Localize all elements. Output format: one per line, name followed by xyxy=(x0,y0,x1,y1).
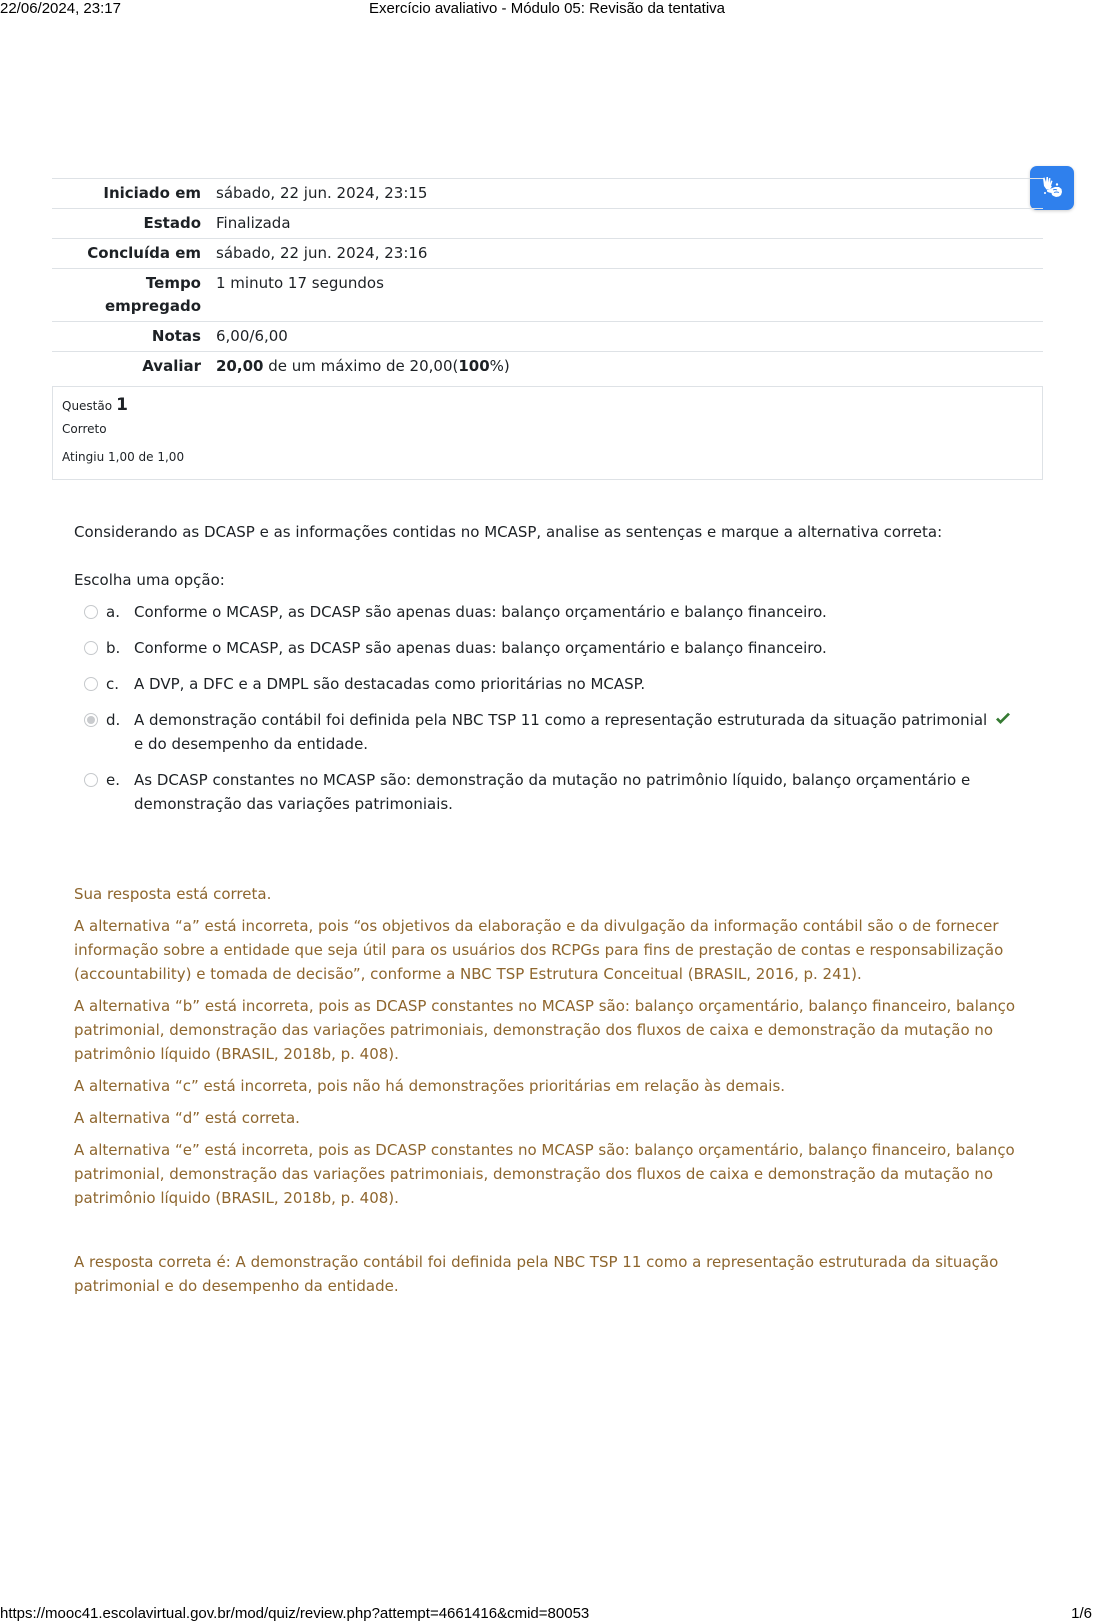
summary-value: sábado, 22 jun. 2024, 23:15 xyxy=(216,184,428,202)
summary-row-marks xyxy=(52,322,1043,352)
answer-option-a[interactable] xyxy=(74,596,1024,628)
option-letter: e. xyxy=(106,771,120,789)
print-page-number: 1/6 xyxy=(1071,1605,1092,1622)
question-content xyxy=(74,520,1024,1306)
grade-suffix: %) xyxy=(489,357,510,375)
summary-value: 6,00/6,00 xyxy=(216,327,288,345)
answer-option-b[interactable] xyxy=(74,632,1024,664)
option-letter: d. xyxy=(106,711,121,729)
answer-option-e[interactable] xyxy=(74,764,1024,820)
summary-label: Estado xyxy=(143,214,201,232)
option-text: As DCASP constantes no MCASP são: demonstração da mutação no patrimônio líquido, balanço orçamentário e demonstração das variações patrimoniais. xyxy=(134,771,971,813)
feedback-paragraph-a: A alternativa “a” está incorreta, pois “os objetivos da elaboração e da divulgação da informação contábil são o de fornecer informação sobre a entidade que seja útil para os usuários dos RCPGs para fins de prestação de contas e responsabilização (accountability) e tomada de decisão”, conforme a NBC TSP Estrutura Conceitual (BRASIL, 2016, p. 241). xyxy=(74,917,1004,983)
summary-label: Avaliar xyxy=(142,357,201,375)
question-text: Considerando as DCASP e as informações contidas no MCASP, analise as sentenças e marque a alternativa correta: xyxy=(74,523,943,541)
correct-check-icon xyxy=(994,710,1012,728)
option-letter: c. xyxy=(106,675,120,693)
feedback-section xyxy=(74,882,1024,1298)
option-letter: b. xyxy=(106,639,121,657)
summary-row-state xyxy=(52,209,1043,239)
summary-label: Tempo empregado xyxy=(104,274,201,315)
grade-middle: de um máximo de 20,00( xyxy=(263,357,459,375)
print-url: https://mooc41.escolavirtual.gov.br/mod/quiz/review.php?attempt=4661416&cmid=80053 xyxy=(0,1605,590,1622)
question-number-value: 1 xyxy=(116,395,128,415)
option-text: A DVP, a DFC e a DMPL são destacadas como prioritárias no MCASP. xyxy=(134,675,646,693)
grade-score: 20,00 xyxy=(216,357,264,375)
feedback-paragraph-b: A alternativa “b” está incorreta, pois as DCASP constantes no MCASP são: balanço orçamentário, balanço financeiro, balanço patrimonial, demonstração das variações patrimoniais, demonstração dos fluxos de caixa e demonstração da mutação no patrimônio líquido (BRASIL, 2018b, p. 408). xyxy=(74,997,1016,1063)
option-letter: a. xyxy=(106,603,120,621)
summary-row-completed xyxy=(52,239,1043,269)
print-datetime: 22/06/2024, 23:17 xyxy=(0,0,121,17)
feedback-status: Sua resposta está correta. xyxy=(74,885,272,903)
answer-option-c[interactable] xyxy=(74,668,1024,700)
summary-row-started xyxy=(52,179,1043,209)
right-answer: A resposta correta é: A demonstração contábil foi definida pela NBC TSP 11 como a representação estruturada da situação patrimonial e do desempenho da entidade. xyxy=(74,1253,999,1295)
question-info-box xyxy=(52,386,1043,480)
radio-button[interactable] xyxy=(84,773,98,787)
option-text: Conforme o MCASP, as DCASP são apenas duas: balanço orçamentário e balanço financeiro. xyxy=(134,603,827,621)
question-grade: Atingiu 1,00 de 1,00 xyxy=(62,450,185,464)
question-label: Questão xyxy=(62,399,113,413)
radio-button-selected[interactable] xyxy=(84,713,98,727)
print-header xyxy=(0,0,1094,18)
choose-option-prompt: Escolha uma opção: xyxy=(74,571,225,589)
question-number xyxy=(62,395,1033,415)
answer-option-d[interactable] xyxy=(74,704,1024,760)
summary-label: Iniciado em xyxy=(103,184,201,202)
summary-label: Notas xyxy=(151,327,201,345)
summary-grade-value xyxy=(209,352,1043,382)
feedback-paragraph-c: A alternativa “c” está incorreta, pois não há demonstrações prioritárias em relação às demais. xyxy=(74,1077,786,1095)
radio-button[interactable] xyxy=(84,641,98,655)
summary-row-time-taken xyxy=(52,269,1043,322)
summary-label: Concluída em xyxy=(87,244,201,262)
summary-row-grade xyxy=(52,352,1043,382)
summary-value: Finalizada xyxy=(216,214,291,232)
radio-button[interactable] xyxy=(84,677,98,691)
attempt-summary-table xyxy=(52,178,1043,381)
option-text: A demonstração contábil foi definida pela NBC TSP 11 como a representação estruturada da situação patrimonial e do desempenho da entidade. xyxy=(134,711,988,753)
print-page-title: Exercício avaliativo - Módulo 05: Revisão da tentativa xyxy=(368,0,725,17)
summary-value: sábado, 22 jun. 2024, 23:16 xyxy=(216,244,428,262)
print-footer xyxy=(0,1605,1094,1623)
grade-percent: 100 xyxy=(458,357,490,375)
feedback-paragraph-d: A alternativa “d” está correta. xyxy=(74,1109,300,1127)
summary-value: 1 minuto 17 segundos xyxy=(216,274,384,292)
radio-button[interactable] xyxy=(84,605,98,619)
option-text: Conforme o MCASP, as DCASP são apenas duas: balanço orçamentário e balanço financeiro. xyxy=(134,639,827,657)
answer-options xyxy=(74,596,1024,820)
question-state: Correto xyxy=(62,422,107,436)
feedback-paragraph-e: A alternativa “e” está incorreta, pois as DCASP constantes no MCASP são: balanço orçamentário, balanço financeiro, balanço patrimonial, demonstração das variações patrimoniais, demonstração dos fluxos de caixa e demonstração da mutação no patrimônio líquido (BRASIL, 2018b, p. 408). xyxy=(74,1141,1015,1207)
